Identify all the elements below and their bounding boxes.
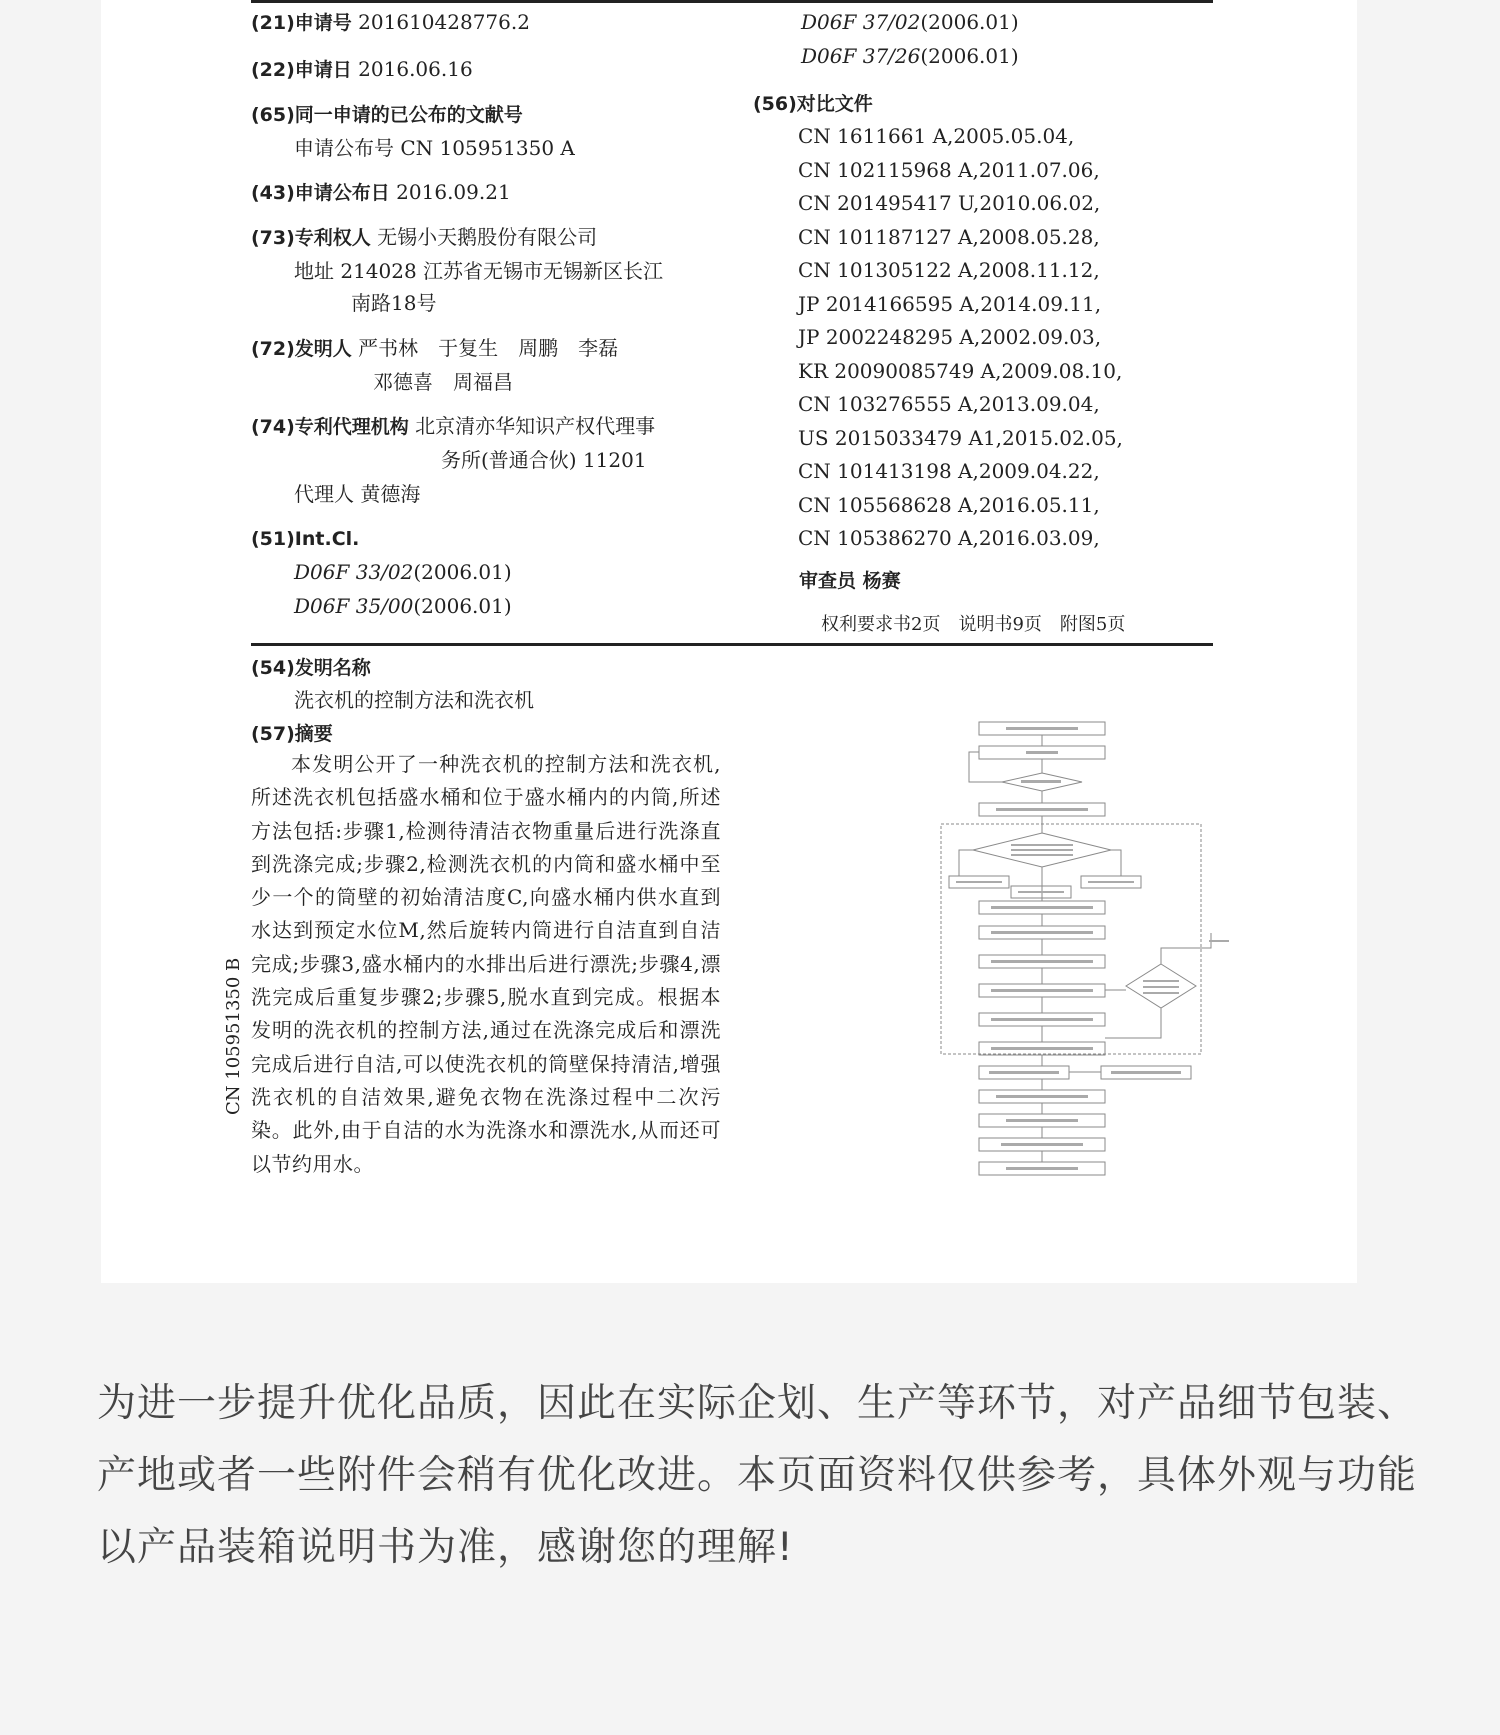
references-title: (56)对比文件 xyxy=(753,93,873,115)
field-agent: 代理人 黄德海 xyxy=(294,482,421,506)
field-agency-cont: 务所(普通合伙) 11201 xyxy=(441,448,647,472)
field-application-date: (22)申请日 2016.06.16 xyxy=(251,57,473,81)
reference-item: CN 101413198 A,2009.04.22, xyxy=(798,459,1100,483)
reference-item: CN 1611661 A,2005.05.04, xyxy=(798,124,1075,148)
reference-item: KR 20090085749 A,2009.08.10, xyxy=(798,359,1123,383)
field-intcl: (51)Int.Cl. xyxy=(251,528,360,550)
vertical-patent-number: CN 105951350 B xyxy=(223,957,244,1115)
reference-item: CN 102115968 A,2011.07.06, xyxy=(798,158,1100,182)
invention-title: 洗衣机的控制方法和洗衣机 xyxy=(294,688,534,712)
examiner: 审查员 杨赛 xyxy=(799,570,901,592)
abstract-label: (57)摘要 xyxy=(251,723,333,745)
field-application-number: (21)申请号 201610428776.2 xyxy=(251,10,530,34)
invention-title-label: (54)发明名称 xyxy=(251,657,371,679)
intcl-code: D06F 37/26(2006.01) xyxy=(801,44,1019,68)
field-publication-number: 申请公布号 CN 105951350 A xyxy=(294,136,575,160)
reference-item: CN 105386270 A,2016.03.09, xyxy=(798,526,1100,550)
intcl-code: D06F 37/02(2006.01) xyxy=(801,10,1019,34)
field-published-doc: (65)同一申请的已公布的文献号 xyxy=(251,104,523,126)
reference-item: CN 101187127 A,2008.05.28, xyxy=(798,225,1100,249)
quality-notice: 为进一步提升优化品质，因此在实际企划、生产等环节，对产品细节包装、产地或者一些附件会稍有优化改进。本页面资料仅供参考，具体外观与功能以产品装箱说明书为准，感谢您的理解! xyxy=(97,1381,1418,1570)
patent-page xyxy=(101,0,1357,1283)
reference-item: CN 101305122 A,2008.11.12, xyxy=(798,258,1100,282)
reference-item: JP 2002248295 A,2002.09.03, xyxy=(798,325,1102,349)
field-inventors: (72)发明人 严书林 于复生 周鹏 李磊 xyxy=(251,336,619,360)
field-inventors-cont: 邓德喜 周福昌 xyxy=(373,370,513,394)
reference-item: CN 105568628 A,2016.05.11, xyxy=(798,493,1100,517)
field-address: 地址 214028 江苏省无锡市无锡新区长江 xyxy=(294,259,664,283)
middle-rule xyxy=(251,643,1213,646)
reference-item: JP 2014166595 A,2014.09.11, xyxy=(798,292,1102,316)
top-rule xyxy=(251,0,1213,3)
field-agency: (74)专利代理机构 北京清亦华知识产权代理事 xyxy=(251,414,656,438)
field-address-cont: 南路18号 xyxy=(351,291,437,315)
reference-item: US 2015033479 A1,2015.02.05, xyxy=(798,426,1123,450)
intcl-code: D06F 33/02(2006.01) xyxy=(294,560,512,584)
page-count-info: 权利要求书2页 说明书9页 附图5页 xyxy=(821,614,1126,635)
field-patentee: (73)专利权人 无锡小天鹅股份有限公司 xyxy=(251,225,598,249)
intcl-code: D06F 35/00(2006.01) xyxy=(294,594,512,618)
reference-item: CN 201495417 U,2010.06.02, xyxy=(798,191,1101,215)
reference-item: CN 103276555 A,2013.09.04, xyxy=(798,392,1100,416)
abstract-figure-flowchart xyxy=(831,718,1241,1188)
abstract-text: 本发明公开了一种洗衣机的控制方法和洗衣机,所述洗衣机包括盛水桶和位于盛水桶内的内筒,所述方法包括:步骤1,检测待清洁衣物重量后进行洗涤直到洗涤完成;步骤2,检测洗衣机的内筒和盛水桶中至少一个的筒壁的初始清洁度C,向盛水桶内供水直到水达到预定水位M,然后旋转内筒进行自洁直到自洁完成;步骤3,盛水桶内的水排出后进行漂洗;步骤4,漂洗完成后重复步骤2;步骤5,脱水直到完成。根据本发明的洗衣机的控制方法,通过在洗涤完成后和漂洗完成后进行自洁,可以使洗衣机的筒壁保持清洁,增强洗衣机的自洁效果,避免衣物在洗涤过程中二次污染。此外,由于自洁的水为洗涤水和漂洗水,从而还可以节约用水。 xyxy=(251,752,721,1176)
field-publication-date: (43)申请公布日 2016.09.21 xyxy=(251,180,511,204)
